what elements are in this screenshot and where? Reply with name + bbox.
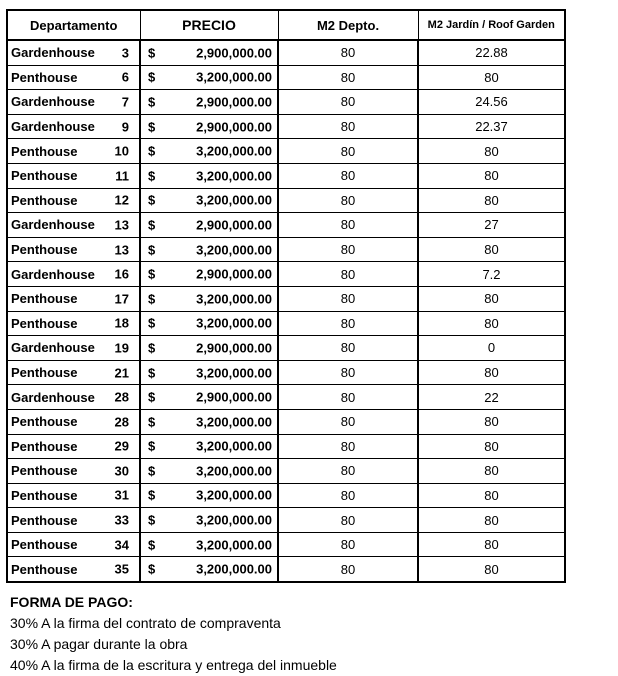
cell-m2-depto: 80 <box>278 360 418 385</box>
table-row <box>7 508 565 533</box>
cell-departamento <box>7 532 140 557</box>
price-amount: 3,200,000.00 <box>196 192 272 208</box>
table-row <box>7 213 565 238</box>
price-amount: 3,200,000.00 <box>196 463 272 479</box>
cell-m2-jardin: 22.88 <box>418 40 565 65</box>
cell-precio <box>140 557 278 582</box>
unit-number: 10 <box>114 143 129 159</box>
table-row <box>7 163 565 188</box>
price-amount: 3,200,000.00 <box>196 315 272 331</box>
cell-m2-jardin: 0 <box>418 336 565 361</box>
cell-m2-depto: 80 <box>278 336 418 361</box>
cell-departamento <box>7 213 140 238</box>
cell-m2-depto: 80 <box>278 163 418 188</box>
unit-number: 29 <box>114 438 129 454</box>
price-amount: 3,200,000.00 <box>196 438 272 454</box>
header-departamento: Departamento <box>7 10 140 40</box>
cell-departamento <box>7 90 140 115</box>
cell-precio <box>140 65 278 90</box>
cell-m2-jardin: 80 <box>418 508 565 533</box>
currency-symbol: $ <box>148 143 156 159</box>
cell-precio <box>140 336 278 361</box>
currency-symbol: $ <box>148 192 156 208</box>
table-row <box>7 336 565 361</box>
currency-symbol: $ <box>148 340 156 356</box>
price-amount: 2,900,000.00 <box>196 45 272 61</box>
cell-precio <box>140 163 278 188</box>
currency-symbol: $ <box>148 119 156 135</box>
unit-type: Penthouse <box>11 69 78 85</box>
cell-m2-depto: 80 <box>278 65 418 90</box>
unit-type: Penthouse <box>11 438 78 454</box>
table-row <box>7 483 565 508</box>
price-amount: 2,900,000.00 <box>196 217 272 233</box>
cell-precio <box>140 286 278 311</box>
cell-m2-depto: 80 <box>278 188 418 213</box>
unit-type: Penthouse <box>11 143 78 159</box>
currency-symbol: $ <box>148 217 156 233</box>
currency-symbol: $ <box>148 537 156 553</box>
header-m2-jardin: M2 Jardín / Roof Garden <box>418 10 565 40</box>
unit-number: 9 <box>121 119 129 135</box>
currency-symbol: $ <box>148 389 156 405</box>
cell-m2-jardin: 27 <box>418 213 565 238</box>
payment-line: 40% A la firma de la escritura y entrega del inmueble <box>10 657 337 673</box>
cell-precio <box>140 434 278 459</box>
table-row <box>7 459 565 484</box>
cell-m2-depto: 80 <box>278 508 418 533</box>
cell-m2-depto: 80 <box>278 532 418 557</box>
cell-m2-jardin: 80 <box>418 65 565 90</box>
header-precio: PRECIO <box>140 10 278 40</box>
table-body <box>7 40 565 582</box>
unit-type: Penthouse <box>11 561 78 577</box>
cell-precio <box>140 90 278 115</box>
currency-symbol: $ <box>148 414 156 430</box>
unit-type: Gardenhouse <box>11 45 95 61</box>
currency-symbol: $ <box>148 291 156 307</box>
cell-departamento <box>7 508 140 533</box>
cell-m2-depto: 80 <box>278 483 418 508</box>
cell-departamento <box>7 483 140 508</box>
unit-number: 17 <box>114 291 129 307</box>
unit-type: Penthouse <box>11 463 78 479</box>
currency-symbol: $ <box>148 561 156 577</box>
cell-m2-jardin: 80 <box>418 139 565 164</box>
cell-precio <box>140 40 278 65</box>
cell-precio <box>140 483 278 508</box>
price-amount: 2,900,000.00 <box>196 119 272 135</box>
unit-number: 18 <box>114 315 129 331</box>
cell-m2-jardin: 80 <box>418 557 565 582</box>
currency-symbol: $ <box>148 242 156 258</box>
cell-m2-jardin: 80 <box>418 532 565 557</box>
cell-precio <box>140 532 278 557</box>
cell-m2-depto: 80 <box>278 90 418 115</box>
cell-precio <box>140 114 278 139</box>
cell-m2-depto: 80 <box>278 434 418 459</box>
table-row <box>7 385 565 410</box>
payment-terms <box>10 592 337 676</box>
table-row <box>7 409 565 434</box>
currency-symbol: $ <box>148 266 156 282</box>
price-amount: 3,200,000.00 <box>196 537 272 553</box>
unit-number: 7 <box>121 94 129 110</box>
cell-m2-jardin: 24.56 <box>418 90 565 115</box>
cell-departamento <box>7 336 140 361</box>
cell-precio <box>140 508 278 533</box>
price-table <box>6 9 566 583</box>
price-list-sheet <box>6 9 564 583</box>
table-row <box>7 237 565 262</box>
currency-symbol: $ <box>148 463 156 479</box>
cell-m2-depto: 80 <box>278 286 418 311</box>
unit-type: Penthouse <box>11 192 78 208</box>
cell-departamento <box>7 434 140 459</box>
unit-number: 6 <box>121 69 129 85</box>
unit-type: Penthouse <box>11 537 78 553</box>
table-row <box>7 434 565 459</box>
currency-symbol: $ <box>148 315 156 331</box>
table-row <box>7 139 565 164</box>
cell-m2-depto: 80 <box>278 237 418 262</box>
price-amount: 3,200,000.00 <box>196 242 272 258</box>
table-row <box>7 188 565 213</box>
cell-m2-depto: 80 <box>278 139 418 164</box>
cell-departamento <box>7 311 140 336</box>
cell-precio <box>140 237 278 262</box>
unit-type: Penthouse <box>11 512 78 528</box>
payment-line: 30% A la firma del contrato de compraventa <box>10 615 281 631</box>
unit-number: 28 <box>114 414 129 430</box>
cell-m2-depto: 80 <box>278 40 418 65</box>
table-row <box>7 532 565 557</box>
cell-departamento <box>7 286 140 311</box>
price-amount: 3,200,000.00 <box>196 414 272 430</box>
cell-precio <box>140 459 278 484</box>
currency-symbol: $ <box>148 94 156 110</box>
cell-departamento <box>7 237 140 262</box>
unit-type: Gardenhouse <box>11 266 95 282</box>
unit-type: Gardenhouse <box>11 389 95 405</box>
price-amount: 3,200,000.00 <box>196 561 272 577</box>
table-row <box>7 557 565 582</box>
cell-m2-jardin: 80 <box>418 163 565 188</box>
price-amount: 2,900,000.00 <box>196 389 272 405</box>
price-amount: 2,900,000.00 <box>196 94 272 110</box>
unit-type: Penthouse <box>11 168 78 184</box>
cell-m2-depto: 80 <box>278 557 418 582</box>
cell-departamento <box>7 262 140 287</box>
cell-precio <box>140 311 278 336</box>
cell-departamento <box>7 188 140 213</box>
payment-line: 30% A pagar durante la obra <box>10 636 188 652</box>
cell-departamento <box>7 114 140 139</box>
cell-m2-depto: 80 <box>278 114 418 139</box>
cell-precio <box>140 360 278 385</box>
unit-number: 21 <box>114 365 129 381</box>
unit-type: Gardenhouse <box>11 94 95 110</box>
table-header-row <box>7 10 565 40</box>
currency-symbol: $ <box>148 438 156 454</box>
unit-number: 35 <box>114 561 129 577</box>
table-row <box>7 262 565 287</box>
cell-precio <box>140 262 278 287</box>
cell-departamento <box>7 409 140 434</box>
header-m2-depto: M2 Depto. <box>278 10 418 40</box>
currency-symbol: $ <box>148 487 156 503</box>
cell-departamento <box>7 163 140 188</box>
cell-m2-depto: 80 <box>278 213 418 238</box>
price-amount: 3,200,000.00 <box>196 291 272 307</box>
unit-type: Penthouse <box>11 414 78 430</box>
cell-departamento <box>7 360 140 385</box>
price-amount: 3,200,000.00 <box>196 487 272 503</box>
payment-title: FORMA DE PAGO: <box>10 594 133 610</box>
unit-number: 16 <box>114 266 129 282</box>
unit-number: 3 <box>121 45 129 61</box>
unit-type: Gardenhouse <box>11 217 95 233</box>
cell-m2-jardin: 80 <box>418 237 565 262</box>
cell-m2-jardin: 80 <box>418 360 565 385</box>
cell-m2-jardin: 80 <box>418 311 565 336</box>
cell-departamento <box>7 65 140 90</box>
cell-departamento <box>7 459 140 484</box>
unit-number: 34 <box>114 537 129 553</box>
cell-departamento <box>7 557 140 582</box>
price-amount: 3,200,000.00 <box>196 512 272 528</box>
cell-departamento <box>7 385 140 410</box>
cell-m2-depto: 80 <box>278 459 418 484</box>
unit-type: Penthouse <box>11 365 78 381</box>
unit-number: 33 <box>114 512 129 528</box>
unit-type: Gardenhouse <box>11 340 95 356</box>
table-row <box>7 40 565 65</box>
unit-number: 19 <box>114 340 129 356</box>
currency-symbol: $ <box>148 45 156 61</box>
table-row <box>7 114 565 139</box>
table-row <box>7 90 565 115</box>
cell-m2-jardin: 80 <box>418 286 565 311</box>
cell-departamento <box>7 40 140 65</box>
unit-type: Penthouse <box>11 487 78 503</box>
currency-symbol: $ <box>148 69 156 85</box>
cell-m2-jardin: 80 <box>418 409 565 434</box>
cell-departamento <box>7 139 140 164</box>
cell-precio <box>140 385 278 410</box>
cell-m2-jardin: 7.2 <box>418 262 565 287</box>
cell-precio <box>140 213 278 238</box>
cell-m2-jardin: 22 <box>418 385 565 410</box>
price-amount: 3,200,000.00 <box>196 365 272 381</box>
cell-m2-jardin: 80 <box>418 188 565 213</box>
price-amount: 2,900,000.00 <box>196 340 272 356</box>
unit-type: Penthouse <box>11 315 78 331</box>
cell-m2-depto: 80 <box>278 311 418 336</box>
unit-type: Penthouse <box>11 291 78 307</box>
unit-type: Gardenhouse <box>11 119 95 135</box>
cell-precio <box>140 188 278 213</box>
cell-m2-jardin: 80 <box>418 483 565 508</box>
table-row <box>7 286 565 311</box>
cell-m2-depto: 80 <box>278 385 418 410</box>
cell-m2-jardin: 80 <box>418 434 565 459</box>
cell-precio <box>140 139 278 164</box>
price-amount: 2,900,000.00 <box>196 266 272 282</box>
unit-number: 31 <box>114 487 129 503</box>
unit-number: 13 <box>114 242 129 258</box>
price-amount: 3,200,000.00 <box>196 69 272 85</box>
unit-number: 30 <box>114 463 129 479</box>
price-amount: 3,200,000.00 <box>196 168 272 184</box>
unit-number: 12 <box>114 192 129 208</box>
cell-m2-depto: 80 <box>278 262 418 287</box>
cell-m2-depto: 80 <box>278 409 418 434</box>
price-amount: 3,200,000.00 <box>196 143 272 159</box>
currency-symbol: $ <box>148 512 156 528</box>
unit-number: 28 <box>114 389 129 405</box>
table-row <box>7 360 565 385</box>
unit-number: 13 <box>114 217 129 233</box>
currency-symbol: $ <box>148 168 156 184</box>
cell-m2-jardin: 22.37 <box>418 114 565 139</box>
currency-symbol: $ <box>148 365 156 381</box>
cell-m2-jardin: 80 <box>418 459 565 484</box>
unit-number: 11 <box>115 168 129 184</box>
table-row <box>7 65 565 90</box>
cell-precio <box>140 409 278 434</box>
unit-type: Penthouse <box>11 242 78 258</box>
table-row <box>7 311 565 336</box>
